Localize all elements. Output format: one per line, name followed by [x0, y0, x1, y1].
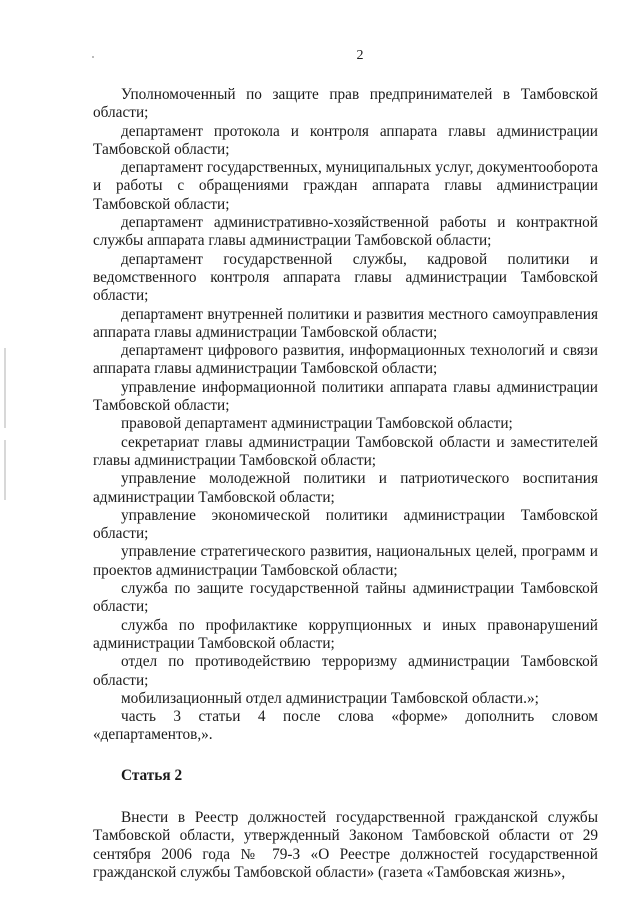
scan-margin-mark	[4, 440, 6, 500]
list-item: департамент государственных, муниципальных услуг, документооборота и работы с обращениями граждан аппарата главы администрации Тамбовской области;	[93, 159, 598, 213]
list-item: управление стратегического развития, национальных целей, программ и проектов администрации Тамбовской области;	[93, 543, 598, 579]
list-item: служба по профилактике коррупционных и иных правонарушений администрации Тамбовской области;	[93, 616, 598, 652]
list-item: управление молодежной политики и патриотического воспитания администрации Тамбовской области;	[93, 470, 598, 506]
list-item: отдел по противодействию терроризму администрации Тамбовской области;	[93, 653, 598, 689]
list-item: мобилизационный отдел администрации Тамбовской области.»;	[121, 689, 539, 707]
list-item: департамент цифрового развития, информационных технологий и связи аппарата главы администрации Тамбовской области;	[93, 342, 598, 378]
page-number: 2	[356, 48, 364, 63]
list-item: управление информационной политики аппарата главы администрации Тамбовской области;	[93, 378, 598, 415]
list-item: департамент внутренней политики и развития местного самоуправления аппарата главы администрации Тамбовской области;	[93, 305, 598, 341]
list-item: Уполномоченный по защите прав предпринимателей в Тамбовской области;	[93, 86, 598, 122]
list-item: управление экономической политики администрации Тамбовской области;	[93, 506, 598, 543]
list-item: служба по защите государственной тайны администрации Тамбовской области;	[93, 580, 598, 616]
list-item: департамент административно-хозяйственной работы и контрактной службы аппарата главы администрации Тамбовской области;	[93, 214, 598, 250]
list-item: департамент протокола и контроля аппарата главы администрации Тамбовской области;	[93, 122, 598, 158]
scan-margin-mark	[4, 348, 6, 428]
article-paragraph: Внести в Реестр должностей государственной гражданской службы Тамбовской области, утвержденный Законом Тамбовской области от 29 сентября 2006 года № 79-З «О Реестре должностей государственной гражданской службы Тамбовской области» (газета «Тамбовская жизнь»,	[93, 808, 598, 881]
amendment-paragraph: часть 3 статьи 4 после слова «форме» дополнить словом «департаментов,».	[93, 708, 598, 744]
document-body	[93, 86, 598, 882]
list-item: секретариат главы администрации Тамбовской области и заместителей главы администрации Тамбовской области;	[93, 433, 598, 469]
list-item: правовой департамент администрации Тамбовской области;	[121, 415, 513, 433]
article-heading: Статья 2	[121, 766, 183, 784]
list-item: департамент государственной службы, кадровой политики и ведомственного контроля аппарата главы администрации Тамбовской области;	[93, 250, 598, 305]
